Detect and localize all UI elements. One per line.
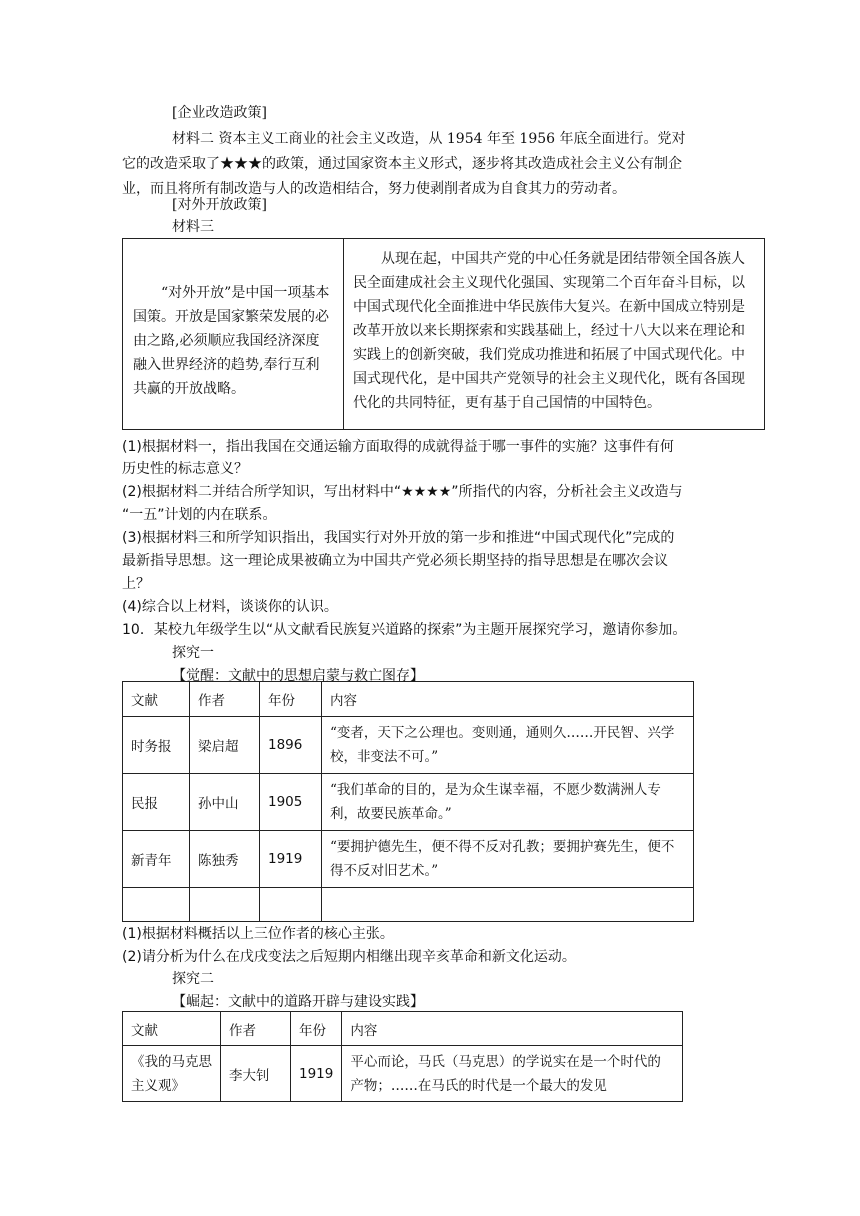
table-row: [123, 1046, 683, 1102]
question-3-line-2: 最新指导思想。这一理论成果被确立为中国共产党必须长期坚持的指导思想是在哪次会议: [122, 553, 668, 569]
table-cell: 1896: [260, 717, 322, 774]
table-explore-one: [122, 681, 694, 922]
explore-one-question-2: (2)请分析为什么在戊戌变法之后短期内相继出现辛亥革命和新文化运动。: [122, 949, 576, 965]
question-1-line-2: 历史性的标志意义？: [122, 461, 248, 477]
table-cell: 李大钊: [221, 1046, 291, 1102]
header-cell: 内容: [322, 682, 694, 717]
material-two-line-2: 它的改造采取了★★★的政策，通过国家资本主义形式，逐步将其改造成社会主义公有制企: [122, 156, 682, 172]
question-2-line-2: “一五”计划的内在联系。: [122, 507, 277, 523]
table-cell: “变者，天下之公理也。变则通，通则久……开民智、兴学校，非变法不可。”: [322, 717, 694, 774]
section-heading-enterprise: [企业改造政策]: [172, 105, 267, 121]
table-cell: 陈独秀: [190, 831, 260, 888]
table-explore-two: [122, 1011, 683, 1102]
question-2-line-1: (2)根据材料二并结合所学知识，写出材料中“★★★★”所指代的内容，分析社会主义改造与: [122, 484, 683, 500]
question-1-line-1: (1)根据材料一，指出我国在交通运输方面取得的成就得益于哪一事件的实施？这事件有何: [122, 439, 674, 455]
table-cell: “要拥护德先生，便不得不反对孔教；要拥护赛先生，便不得不反对旧艺术。”: [322, 831, 694, 888]
header-cell: 年份: [291, 1012, 342, 1046]
explore-one-question-1: (1)根据材料概括以上三位作者的核心主张。: [122, 926, 394, 942]
material-three-right-text: 从现在起，中国共产党的中心任务就是团结带领全国各族人民全面建成社会主义现代化强国、实现第二个百年奋斗目标，以中国式现代化全面推进中华民族伟大复兴。在新中国成立特别是改革开放以来长期探索和实践基础上，经过十八大以来在理论和实践上的创新突破，我们党成功推进和拓展了中国式现代化。中国式现代化，是中国共产党领导的社会主义现代化，既有各国现代化的共同特征，更有基于自己国情的中国特色。: [353, 251, 745, 411]
question-10-intro: 10．某校九年级学生以“从文献看民族复兴道路的探索”为主题开展探究学习，邀请你参加。: [122, 622, 687, 638]
header-cell: 作者: [221, 1012, 291, 1046]
table-cell: 孙中山: [190, 774, 260, 831]
material-three-label: 材料三: [172, 219, 214, 235]
material-three-box: [122, 238, 765, 430]
material-two-line-3: 业，而且将所有制改造与人的改造相结合，努力使剥削者成为自食其力的劳动者。: [122, 181, 626, 197]
table-row-empty: [123, 888, 694, 922]
explore-one-title: 【觉醒：文献中的思想启蒙与救亡图存】: [172, 668, 424, 684]
explore-two-title: 【崛起：文献中的道路开辟与建设实践】: [172, 994, 424, 1010]
table-cell: [190, 888, 260, 922]
header-cell: 年份: [260, 682, 322, 717]
table-cell: [260, 888, 322, 922]
explore-two-label: 探究二: [172, 971, 214, 987]
question-3-line-1: (3)根据材料三和所学知识指出，我国实行对外开放的第一步和推进“中国式现代化”完成的: [122, 530, 675, 546]
header-cell: 文献: [123, 682, 190, 717]
material-three-left-text: “对外开放”是中国一项基本国策。开放是国家繁荣发展的必由之路,必须顺应我国经济深度融入世界经济的趋势,奉行互利共赢的开放战略。: [133, 285, 330, 397]
material-two-line-1: 材料二 资本主义工商业的社会主义改造，从 1954 年至 1956 年底全面进行。党对: [172, 131, 686, 147]
table-cell: 1905: [260, 774, 322, 831]
table-cell: 《我的马克思主义观》: [123, 1046, 221, 1102]
header-cell: 内容: [342, 1012, 683, 1046]
table-cell: 1919: [291, 1046, 342, 1102]
table-header-row: [123, 682, 694, 717]
header-cell: 文献: [123, 1012, 221, 1046]
question-3-line-3: 上？: [122, 576, 150, 592]
table-cell: 新青年: [123, 831, 190, 888]
table-cell: 梁启超: [190, 717, 260, 774]
table-cell: [123, 888, 190, 922]
table-cell: 时务报: [123, 717, 190, 774]
table-cell: 1919: [260, 831, 322, 888]
table-cell: 平心而论，马氏（马克思）的学说实在是一个时代的产物；……在马氏的时代是一个最大的发见: [342, 1046, 683, 1102]
table-row: [123, 774, 694, 831]
table-header-row: [123, 1012, 683, 1046]
section-heading-opening: [对外开放政策]: [172, 197, 267, 213]
table-cell: 民报: [123, 774, 190, 831]
material-three-divider: [343, 239, 344, 429]
header-cell: 作者: [190, 682, 260, 717]
table-row: [123, 831, 694, 888]
table-row: [123, 717, 694, 774]
table-cell: [322, 888, 694, 922]
table-cell: “我们革命的目的，是为众生谋幸福，不愿少数满洲人专利，故要民族革命。”: [322, 774, 694, 831]
explore-one-label: 探究一: [172, 645, 214, 661]
question-4: (4)综合以上材料，谈谈你的认识。: [122, 599, 338, 615]
